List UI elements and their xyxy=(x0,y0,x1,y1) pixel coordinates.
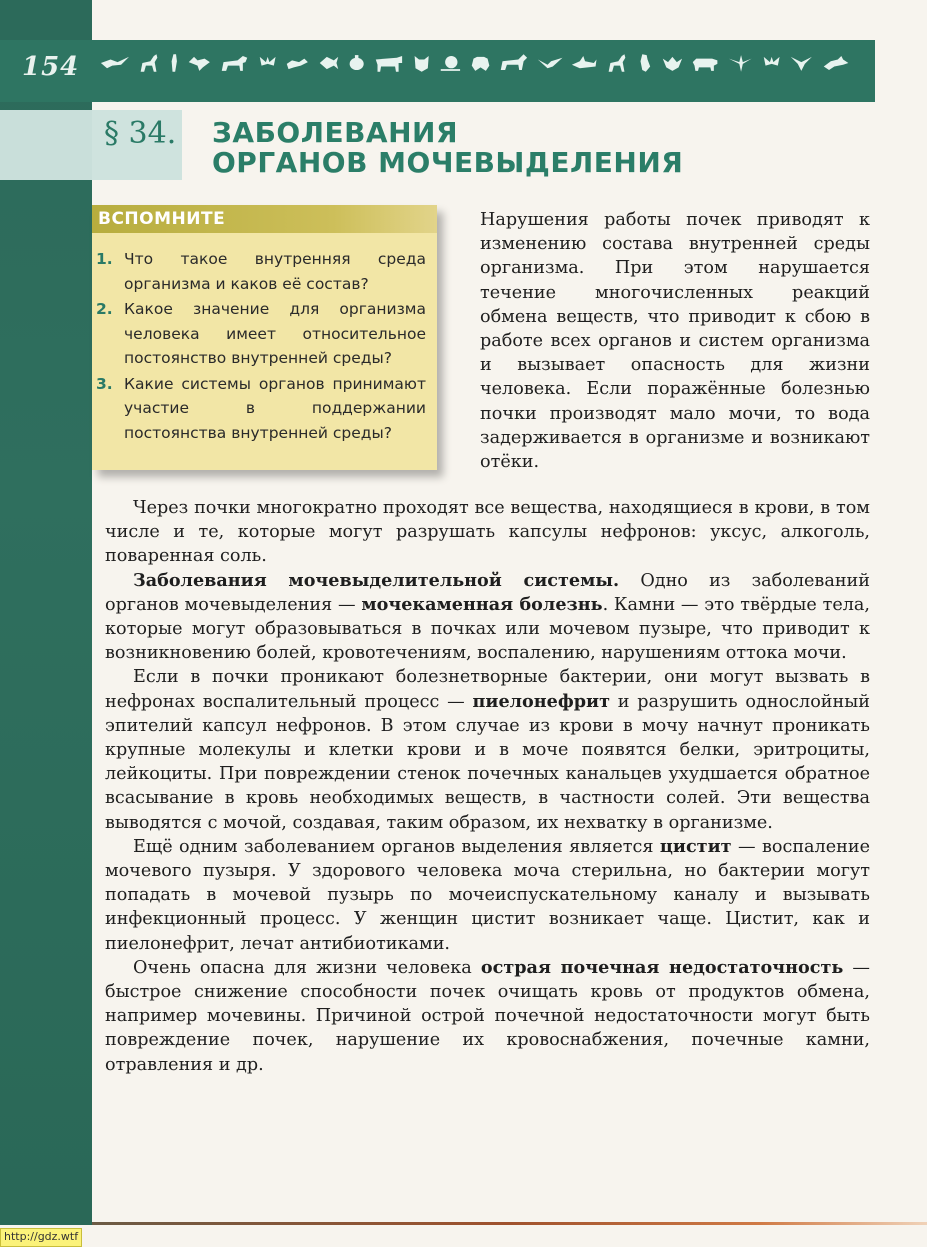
beetle-icon xyxy=(347,52,366,74)
main-text xyxy=(105,496,870,1077)
bear-icon xyxy=(691,52,719,74)
section-number: § 34. xyxy=(104,116,177,151)
cow-icon xyxy=(374,51,404,75)
fish-icon xyxy=(318,52,339,74)
paragraph-text: Очень опасна для жизни человека xyxy=(133,957,481,978)
recall-item-number: 1. xyxy=(96,250,113,268)
lizard-icon xyxy=(285,52,310,74)
deer-icon xyxy=(138,51,161,75)
shark-icon xyxy=(571,53,597,73)
recall-item-text: Какие системы органов принимают участие в поддержании постоянства внутренней среды? xyxy=(124,374,426,442)
recall-item xyxy=(96,372,426,446)
snail-icon xyxy=(439,52,462,74)
recall-header xyxy=(92,205,437,233)
paragraph xyxy=(105,569,870,666)
recall-item-number: 3. xyxy=(96,374,113,393)
bottom-rule xyxy=(92,1222,927,1225)
paragraph-text: — воспаление мочевого пузыря. У здорового человека моча стерильна, но бактерии могут попадать в мочевой пузырь по мочеиспускательному каналу и вызывать инфекционный процесс. У женщин цистит возникает чаще. Цистит, как и пиелонефрит, лечат антибиотиками. xyxy=(105,836,870,954)
left-margin-stripe xyxy=(0,0,92,1225)
recall-title: ВСПОМНИТЕ xyxy=(98,209,226,229)
paragraph-text: Через почки многократно проходят все вещества, находящиеся в крови, в том числе и те, которые могут разрушать капсулы нефронов: уксус, алкоголь, поваренная соль. xyxy=(105,498,870,567)
butterfly-icon-2 xyxy=(762,52,781,74)
dragonfly-icon xyxy=(727,52,753,74)
paragraph-text: — быстрое снижение способности почек очищать кровь от продуктов обмена, например мочевины. Причиной острой почечной недостаточности могут быть повреждение почек, нарушение их кровоснабжения, почечные камни, отравления и др. xyxy=(105,957,871,1075)
paragraph-text: и разрушить однослойный эпителий капсул нефронов. В этом случае из крови в мочу начнут проникать крупные молекулы и клетки крови и в моче появятся белки, эритроциты, лейкоциты. При повреждении стенок почечных канальцев ухудшается обратное всасывание в кровь необходимых веществ, в частности солей. Эти вещества выводятся с мочой, создавая, таким образом, их нехватку в организме. xyxy=(105,691,870,833)
deer-icon-2 xyxy=(606,51,629,75)
bird-sitting-icon xyxy=(637,51,653,75)
page-number: 154 xyxy=(22,52,80,82)
recall-list xyxy=(96,247,426,446)
recall-item xyxy=(96,297,426,371)
insect-icon xyxy=(169,51,180,75)
title-line-2: ОРГАНОВ МОЧЕВЫДЕЛЕНИЯ xyxy=(212,146,684,179)
watermark-link[interactable]: http://gdz.wtf xyxy=(0,1228,82,1247)
animal-silhouette-strip xyxy=(100,48,850,78)
recall-item-text: Какое значение для организма человека имеет относительное постоянство внутренней среды? xyxy=(124,300,426,367)
top-margin xyxy=(92,0,927,40)
bug-icon xyxy=(661,52,684,74)
term: острая почечная недостаточность xyxy=(480,956,844,978)
butterfly-icon xyxy=(258,52,277,74)
recall-item-text: Что такое внутренняя среда организма и каков её состав? xyxy=(124,250,426,293)
paragraph xyxy=(105,835,870,956)
paragraph-text: . Камни — это твёрдые тела, которые могут образовываться в почках или мочевом пузыре, что приводит к возникновению болей, кровотечениям, воспалению, нарушениям оттока мочи. xyxy=(105,594,870,664)
paragraph xyxy=(105,496,870,569)
dog-icon xyxy=(220,52,250,74)
intro-paragraph: Нарушения работы почек приводят к изменению состава внутренней среды организма. При этом нарушается течение многочисленных реакций обмена веществ, что приводит к сбою в работе всех органов и систем организма и вызывает опасность для жизни человека. Если поражённые болезнью почки производят мало мочи, то вода задерживается в организме и возникают отёки. xyxy=(480,210,870,473)
frog-icon xyxy=(470,52,491,74)
bird-icon xyxy=(100,53,130,73)
duck-icon xyxy=(187,52,212,74)
title-margin-block xyxy=(0,110,92,180)
recall-item-number: 2. xyxy=(96,300,113,318)
seagull-icon xyxy=(537,53,563,73)
horse-icon xyxy=(499,51,529,75)
paragraph-text: Одно из заболеваний органов мочевыделения — xyxy=(105,570,870,615)
dolphin-icon xyxy=(822,53,850,73)
paragraph xyxy=(105,665,870,834)
term: мочекаменная болезнь xyxy=(361,593,603,615)
term: цистит xyxy=(659,835,732,857)
recall-box xyxy=(92,205,437,470)
title-line-1: ЗАБОЛЕВАНИЯ xyxy=(212,116,459,149)
paragraph-text: Ещё одним заболеванием органов выделения является xyxy=(133,836,660,857)
paragraph-text: Если в почки проникают болезнетворные бактерии, они могут вызвать в нефронах воспалительный процесс — xyxy=(105,667,870,712)
term: пиелонефрит xyxy=(472,690,610,712)
paragraph xyxy=(105,956,870,1077)
page-title xyxy=(212,118,683,178)
subheading: Заболевания мочевыделительной системы. xyxy=(133,569,620,591)
owl-icon xyxy=(412,51,431,75)
recall-item xyxy=(96,247,426,296)
crane-icon xyxy=(789,52,814,74)
